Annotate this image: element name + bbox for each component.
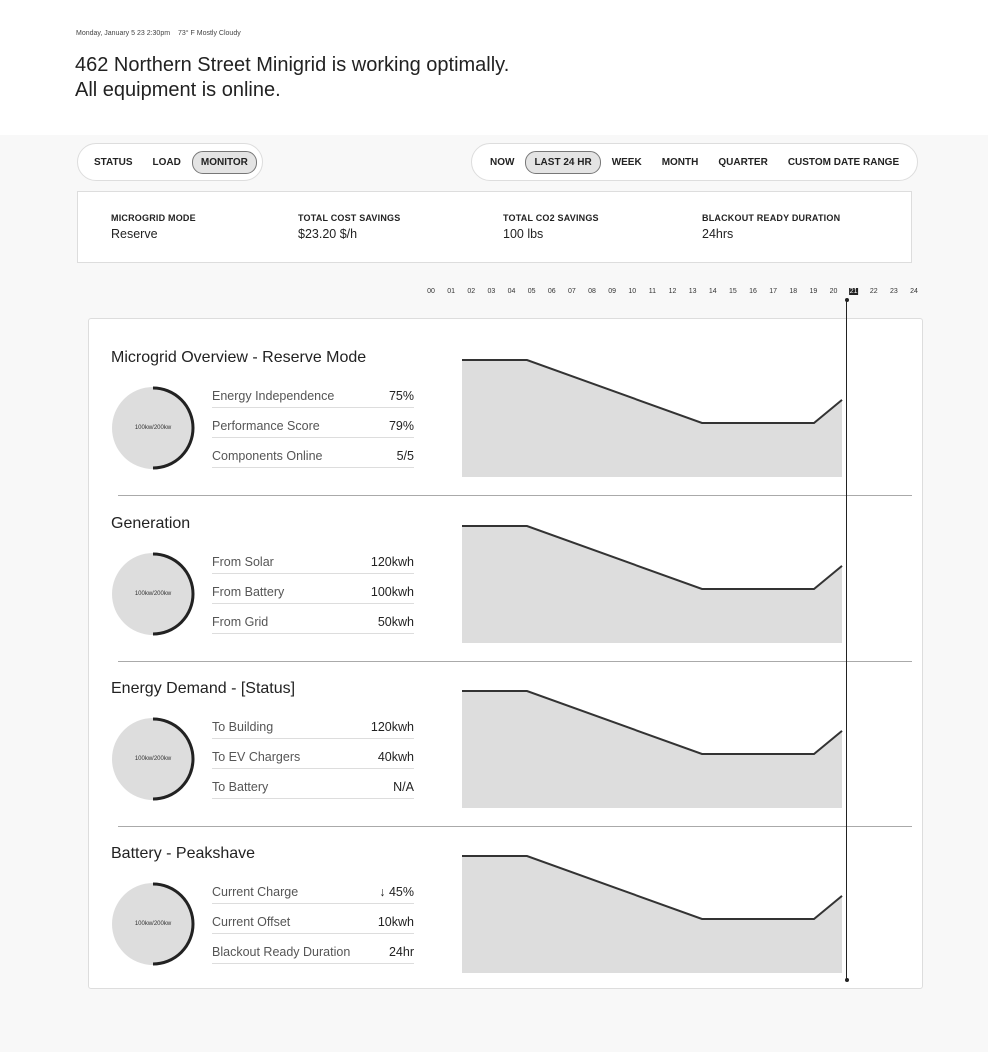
scrubber-handle-bottom[interactable] <box>845 978 849 982</box>
metric-row <box>212 776 414 806</box>
time-range-tabs <box>471 143 918 181</box>
metric-value: 24hr <box>388 945 414 959</box>
timeline-hour[interactable]: 16 <box>749 288 757 295</box>
timeline-hour[interactable]: 14 <box>708 288 717 295</box>
timeline-hour[interactable]: 19 <box>809 288 818 295</box>
metric-row <box>212 611 414 641</box>
timeline-hour[interactable]: 18 <box>789 288 798 295</box>
capacity-gauge <box>111 552 195 636</box>
metric-row <box>212 415 414 445</box>
timeline-hour[interactable]: 23 <box>889 288 898 295</box>
scrubber-handle-top[interactable] <box>845 298 849 302</box>
metric-row <box>212 941 414 971</box>
summary-value: 100 lbs <box>503 227 544 241</box>
gauge-label: 100kw/200kw <box>134 425 172 431</box>
metric-label: Energy Independence <box>212 389 335 403</box>
metric-row <box>212 445 414 475</box>
timeline-hour[interactable]: 01 <box>447 288 456 295</box>
timeline-hour[interactable]: 07 <box>567 288 576 295</box>
section-title: Battery - Peakshave <box>111 845 256 862</box>
metric-row <box>212 746 414 776</box>
metric-label: From Battery <box>212 585 285 599</box>
timeline-hour[interactable]: 06 <box>547 288 556 295</box>
date-text: Monday, January 5 23 2:30pm <box>76 30 171 37</box>
summary-microgrid-mode <box>111 213 196 241</box>
metrics-list <box>212 716 414 806</box>
summary-value: Reserve <box>111 227 158 241</box>
metric-value: 40kwh <box>377 750 414 764</box>
capacity-gauge <box>111 386 195 470</box>
chart-area <box>462 526 842 643</box>
metric-label: Components Online <box>212 449 323 463</box>
timeline-hour[interactable]: 20 <box>829 288 838 295</box>
metric-row <box>212 716 414 746</box>
timeline-hour[interactable]: 15 <box>728 288 737 295</box>
range-quarter[interactable]: QUARTER <box>718 156 768 168</box>
section-title: Generation <box>111 515 191 532</box>
metric-value: 100kwh <box>370 585 414 599</box>
timeline-hour[interactable]: 00 <box>427 288 435 295</box>
metric-value: 120kwh <box>370 555 414 569</box>
tab-status[interactable]: STATUS <box>94 156 133 168</box>
summary-bar <box>77 191 912 263</box>
summary-total-co2-savings <box>503 213 599 241</box>
metrics-list <box>212 881 414 971</box>
chart-area <box>462 360 842 477</box>
metric-value: 5/5 <box>396 449 414 463</box>
metric-label: From Grid <box>212 615 269 629</box>
range-month[interactable]: MONTH <box>661 156 699 168</box>
gauge-label: 100kw/200kw <box>134 591 172 597</box>
trend-chart <box>462 688 843 808</box>
metric-value: ↓ 45% <box>379 885 414 899</box>
metric-label: Performance Score <box>212 419 320 433</box>
headline-line-1: 462 Northern Street Minigrid is working optimally. <box>75 54 510 76</box>
range-custom-date-range[interactable]: CUSTOM DATE RANGE <box>787 156 900 168</box>
section-title: Microgrid Overview - Reserve Mode <box>111 349 367 366</box>
section-0 <box>89 319 924 485</box>
capacity-gauge <box>111 882 195 966</box>
metrics-list <box>212 551 414 641</box>
range-week[interactable]: WEEK <box>611 156 642 168</box>
section-1 <box>89 485 924 651</box>
timeline-hour[interactable]: 02 <box>467 288 476 295</box>
status-headline <box>75 53 509 103</box>
metric-label: To Building <box>212 720 274 734</box>
metric-label: To EV Chargers <box>212 750 301 764</box>
timeline-hour[interactable]: 03 <box>487 288 496 295</box>
timeline-hour[interactable]: 17 <box>769 288 778 295</box>
summary-value: 24hrs <box>702 227 734 241</box>
gauge-label: 100kw/200kw <box>134 756 172 762</box>
summary-value: $23.20 $/h <box>298 227 358 241</box>
timeline-hour[interactable]: 21 <box>849 288 858 295</box>
timeline-hour[interactable]: 09 <box>608 288 617 295</box>
timeline-hour[interactable]: 12 <box>668 288 677 295</box>
tab-monitor[interactable]: MONITOR <box>192 151 257 174</box>
timeline-hour[interactable]: 04 <box>507 288 516 295</box>
chart-area <box>462 856 842 973</box>
section-2 <box>89 650 924 816</box>
summary-total-cost-savings <box>298 213 400 241</box>
range-now[interactable]: NOW <box>490 156 515 168</box>
datetime-weather <box>76 30 247 37</box>
metric-label: To Battery <box>212 780 269 794</box>
section-3 <box>89 815 924 981</box>
trend-chart <box>462 853 843 973</box>
metric-label: Blackout Ready Duration <box>212 945 351 959</box>
metric-value: 79% <box>388 419 414 433</box>
summary-label: MICROGRID MODE <box>111 213 196 223</box>
summary-label: BLACKOUT READY DURATION <box>702 213 841 223</box>
summary-label: TOTAL COST SAVINGS <box>298 213 401 223</box>
timeline-hours[interactable] <box>425 288 917 300</box>
timeline-hour[interactable]: 11 <box>648 288 657 295</box>
header-area <box>0 0 988 135</box>
gauge-label: 100kw/200kw <box>134 921 172 927</box>
timeline-hour[interactable]: 08 <box>588 288 596 295</box>
metric-row <box>212 385 414 415</box>
metric-row <box>212 551 414 581</box>
metric-row <box>212 911 414 941</box>
timeline-hour[interactable]: 10 <box>628 288 637 295</box>
section-title: Energy Demand - [Status] <box>111 680 296 697</box>
timeline-hour[interactable]: 24 <box>910 288 918 295</box>
metric-label: From Solar <box>212 555 274 569</box>
headline-line-2: All equipment is online. <box>75 79 281 101</box>
view-tabs <box>77 143 263 181</box>
tab-load[interactable]: LOAD <box>152 156 181 168</box>
timeline-hour[interactable]: 22 <box>869 288 878 295</box>
metric-value: 50kwh <box>377 615 414 629</box>
metric-value: N/A <box>393 780 414 794</box>
weather-text: 73° F Mostly Cloudy <box>178 30 241 37</box>
metric-label: Current Offset <box>212 915 291 929</box>
timeline-hour[interactable]: 13 <box>688 288 697 295</box>
summary-label: TOTAL CO2 SAVINGS <box>503 213 599 223</box>
timeline-hour[interactable]: 05 <box>527 288 536 295</box>
metric-value: 120kwh <box>370 720 414 734</box>
range-last-24-hr[interactable]: LAST 24 HR <box>525 151 600 174</box>
metric-value: 10kwh <box>377 915 414 929</box>
metrics-list <box>212 385 414 475</box>
metric-value: 75% <box>388 389 414 403</box>
summary-blackout-ready-duration <box>702 213 840 241</box>
trend-chart <box>462 357 843 477</box>
trend-chart <box>462 523 843 643</box>
monitor-panel <box>88 318 923 989</box>
chart-area <box>462 691 842 808</box>
capacity-gauge <box>111 717 195 801</box>
metric-row <box>212 581 414 611</box>
metric-row <box>212 881 414 911</box>
metric-label: Current Charge <box>212 885 299 899</box>
time-scrubber-line[interactable] <box>846 300 847 980</box>
